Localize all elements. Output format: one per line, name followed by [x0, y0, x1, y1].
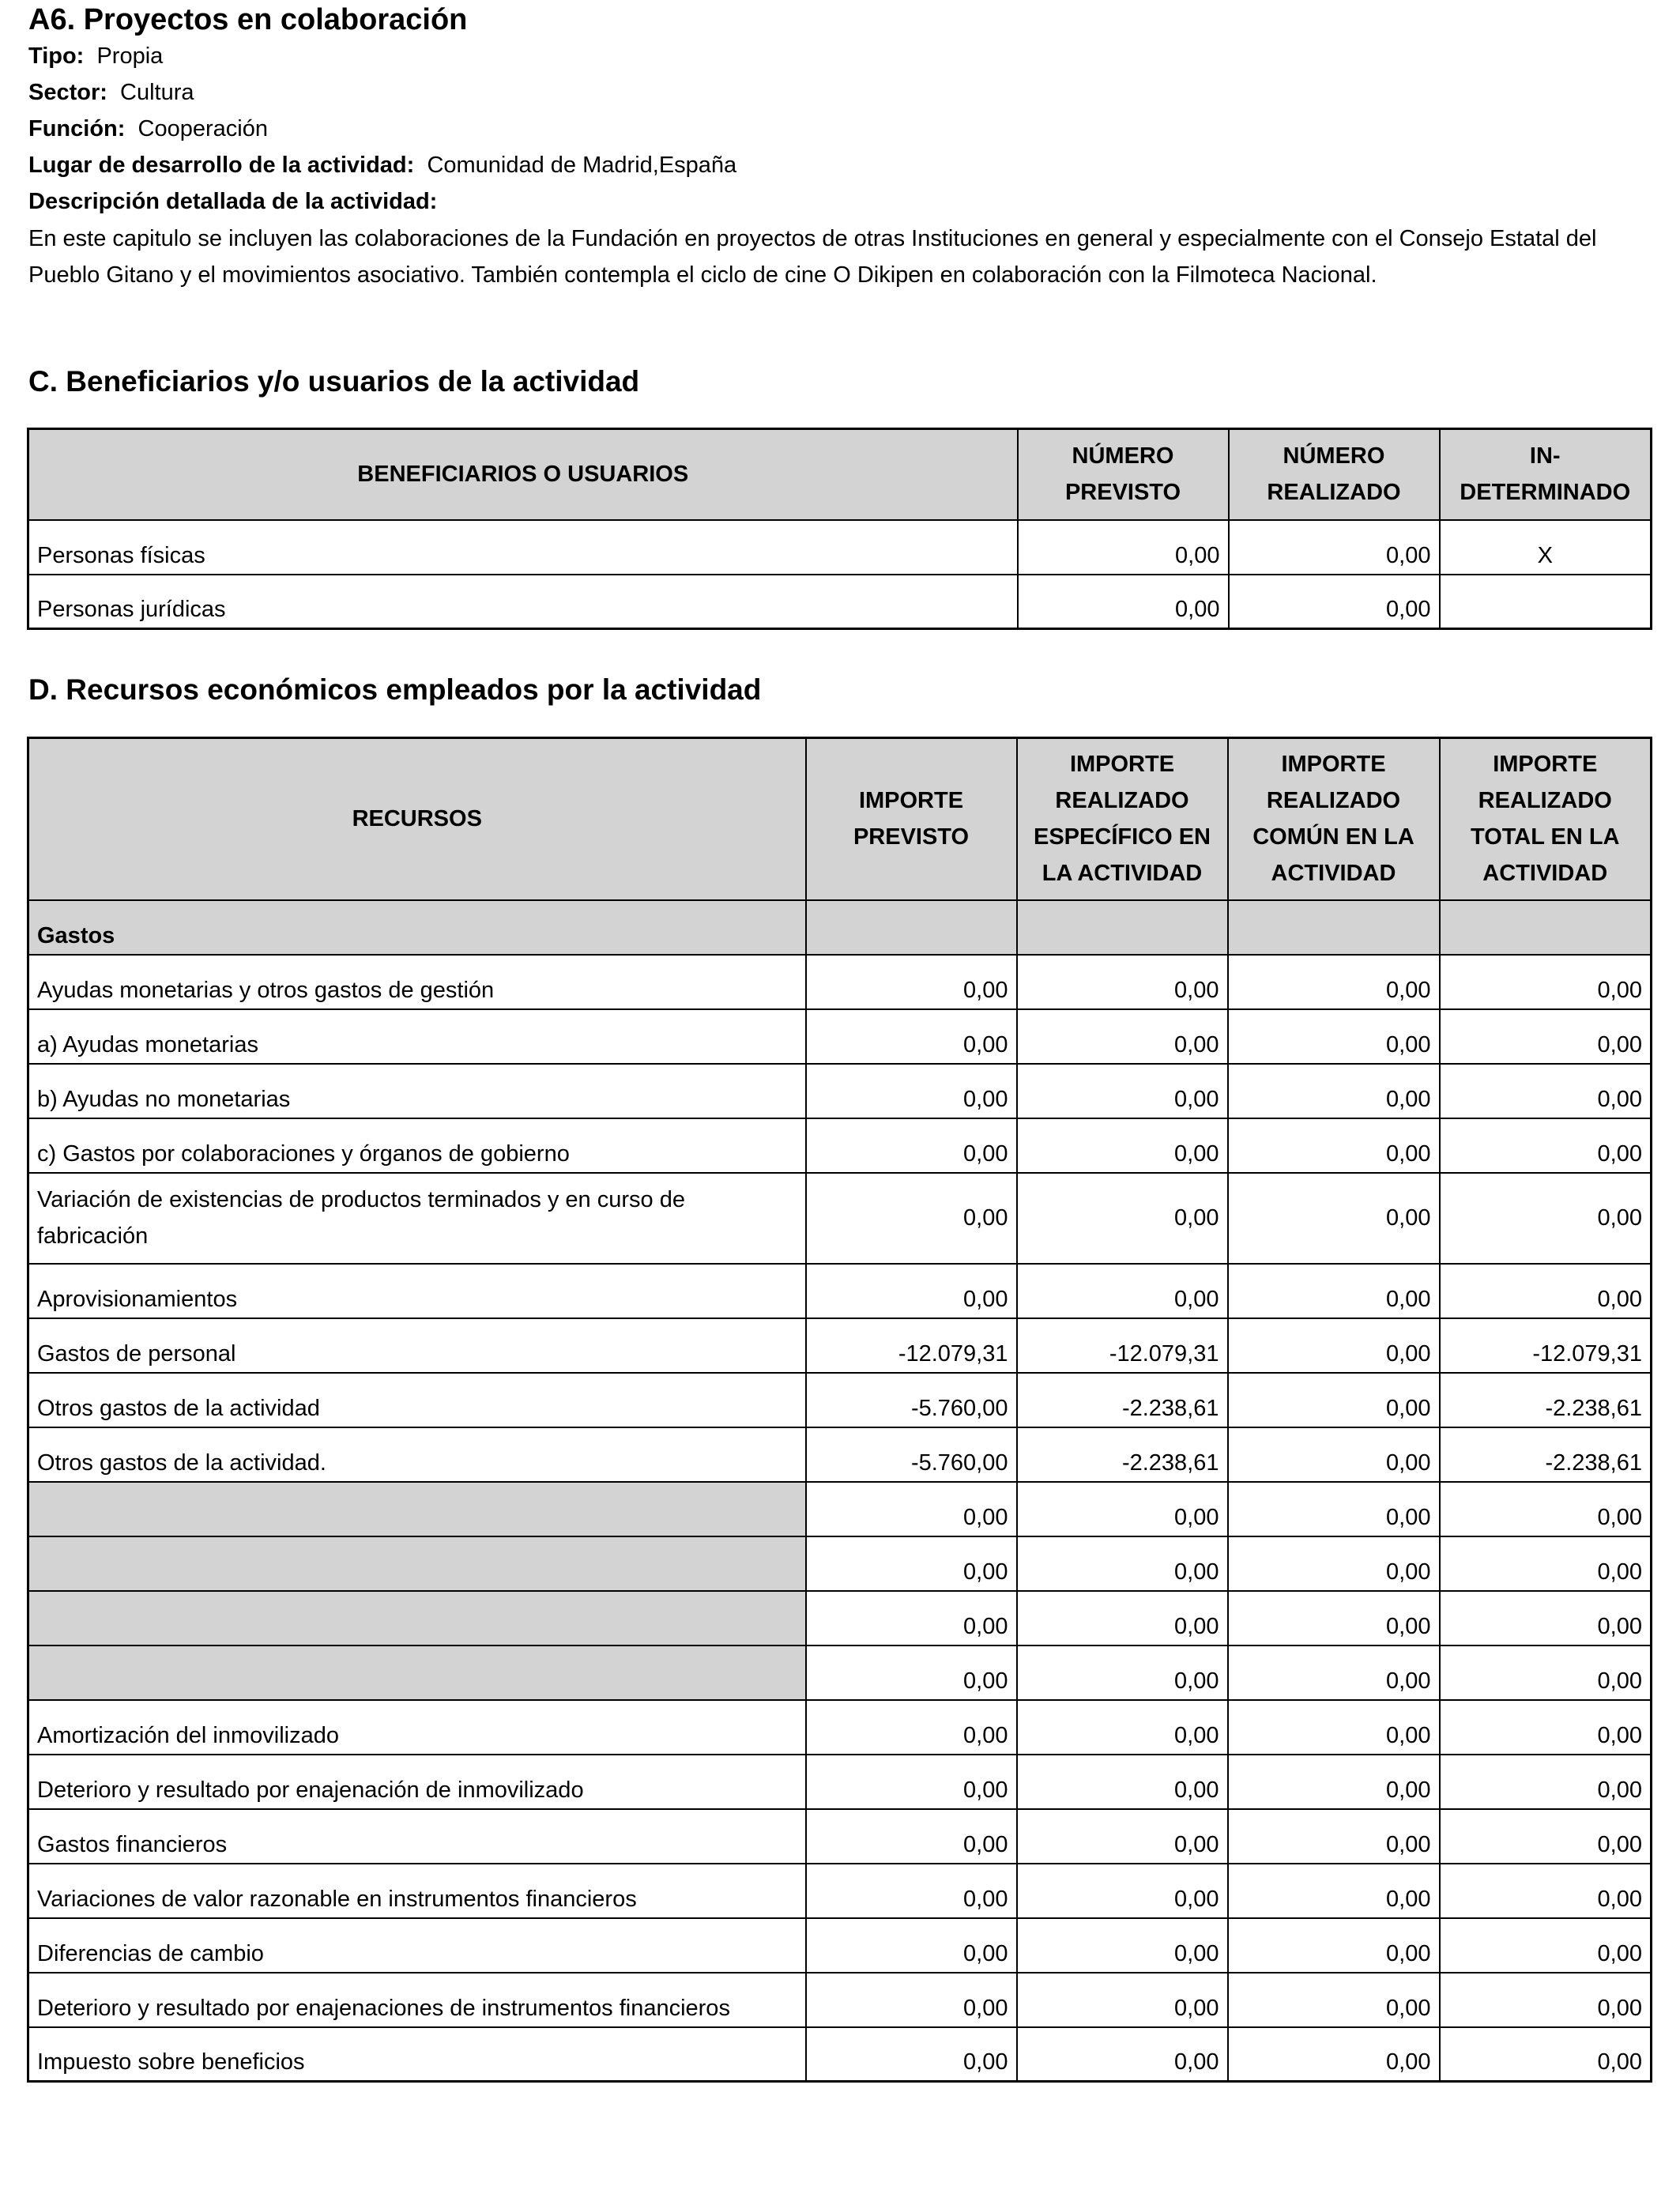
gastos-group-cell	[806, 900, 1017, 955]
header-beneficiarios: BENEFICIARIOS O USUARIOS	[28, 429, 1018, 520]
importe-previsto-cell: 0,00	[806, 1809, 1017, 1864]
importe-previsto-cell: 0,00	[806, 1009, 1017, 1064]
recurso-label	[28, 1482, 806, 1536]
recursos-row	[28, 1809, 1652, 1864]
gastos-group-cell	[1440, 900, 1652, 955]
importe-total-cell: 0,00	[1440, 1973, 1652, 2027]
recursos-row	[28, 1918, 1652, 1973]
recurso-label: a) Ayudas monetarias	[28, 1009, 806, 1064]
importe-especifico-cell: 0,00	[1017, 2027, 1228, 2082]
indeterminado-cell	[1440, 575, 1652, 629]
importe-total-cell: 0,00	[1440, 1173, 1652, 1264]
gastos-group-label: Gastos	[28, 900, 806, 955]
header-importe-total: IMPORTE REALIZADO TOTAL EN LA ACTIVIDAD	[1440, 738, 1652, 900]
importe-previsto-cell: 0,00	[806, 1118, 1017, 1173]
recurso-label: Amortización del inmovilizado	[28, 1700, 806, 1755]
recurso-label: Deterioro y resultado por enajenación de inmovilizado	[28, 1755, 806, 1809]
importe-previsto-cell: -12.079,31	[806, 1318, 1017, 1373]
importe-comun-cell: 0,00	[1228, 1427, 1440, 1482]
recursos-row	[28, 1482, 1652, 1536]
recursos-row	[28, 1427, 1652, 1482]
lugar-value: Comunidad de Madrid,España	[427, 153, 737, 178]
importe-comun-cell: 0,00	[1228, 1591, 1440, 1646]
header-numero-previsto: NÚMERO PREVISTO	[1018, 429, 1229, 520]
beneficiarios-header-row	[28, 429, 1652, 520]
beneficiarios-table	[27, 428, 1652, 630]
importe-previsto-cell: 0,00	[806, 1482, 1017, 1536]
recurso-label: Impuesto sobre beneficios	[28, 2027, 806, 2082]
recursos-row	[28, 1646, 1652, 1700]
importe-previsto-cell: 0,00	[806, 1064, 1017, 1118]
importe-especifico-cell: 0,00	[1017, 1591, 1228, 1646]
recursos-table	[27, 737, 1652, 2083]
recurso-label	[28, 1591, 806, 1646]
funcion-label: Función:	[28, 116, 126, 141]
recursos-row	[28, 1864, 1652, 1918]
importe-especifico-cell: -2.238,61	[1017, 1427, 1228, 1482]
importe-especifico-cell: 0,00	[1017, 1064, 1228, 1118]
importe-especifico-cell: 0,00	[1017, 1173, 1228, 1264]
gastos-group-cell	[1017, 900, 1228, 955]
recursos-row	[28, 955, 1652, 1009]
importe-especifico-cell: 0,00	[1017, 1918, 1228, 1973]
header-indeterminado: IN-DETERMINADO	[1440, 429, 1652, 520]
recurso-label: Ayudas monetarias y otros gastos de gestión	[28, 955, 806, 1009]
importe-comun-cell: 0,00	[1228, 1264, 1440, 1318]
sector-value: Cultura	[120, 80, 194, 105]
recursos-row	[28, 1591, 1652, 1646]
importe-total-cell: 0,00	[1440, 1809, 1652, 1864]
recursos-row	[28, 1755, 1652, 1809]
indeterminado-cell: X	[1440, 520, 1652, 575]
recurso-label: Diferencias de cambio	[28, 1918, 806, 1973]
recurso-label: Aprovisionamientos	[28, 1264, 806, 1318]
importe-especifico-cell: 0,00	[1017, 1482, 1228, 1536]
importe-previsto-cell: 0,00	[806, 1973, 1017, 2027]
importe-total-cell: -2.238,61	[1440, 1427, 1652, 1482]
numero-realizado-cell: 0,00	[1229, 575, 1440, 629]
importe-especifico-cell: 0,00	[1017, 1264, 1228, 1318]
recurso-label: Variación de existencias de productos terminados y en curso de fabricación	[28, 1173, 806, 1264]
recursos-row	[28, 1173, 1652, 1264]
importe-especifico-cell: 0,00	[1017, 1646, 1228, 1700]
recurso-label: b) Ayudas no monetarias	[28, 1064, 806, 1118]
tipo-value: Propia	[96, 43, 164, 69]
header-importe-comun: IMPORTE REALIZADO COMÚN EN LA ACTIVIDAD	[1228, 738, 1440, 900]
importe-especifico-cell: 0,00	[1017, 1009, 1228, 1064]
beneficiarios-row	[28, 575, 1652, 629]
recursos-row	[28, 1973, 1652, 2027]
importe-comun-cell: 0,00	[1228, 1918, 1440, 1973]
importe-comun-cell: 0,00	[1228, 1118, 1440, 1173]
recursos-row	[28, 1536, 1652, 1591]
header-numero-realizado: NÚMERO REALIZADO	[1229, 429, 1440, 520]
importe-comun-cell: 0,00	[1228, 1646, 1440, 1700]
activity-title: A6. Proyectos en colaboración	[28, 3, 468, 36]
importe-previsto-cell: 0,00	[806, 1264, 1017, 1318]
recurso-label: Otros gastos de la actividad.	[28, 1427, 806, 1482]
recurso-label	[28, 1646, 806, 1700]
importe-comun-cell: 0,00	[1228, 1864, 1440, 1918]
recurso-label: Gastos de personal	[28, 1318, 806, 1373]
importe-comun-cell: 0,00	[1228, 1009, 1440, 1064]
recurso-label: Gastos financieros	[28, 1809, 806, 1864]
importe-total-cell: 0,00	[1440, 1591, 1652, 1646]
importe-especifico-cell: 0,00	[1017, 1973, 1228, 2027]
tipo-line	[28, 38, 163, 74]
numero-previsto-cell: 0,00	[1018, 575, 1229, 629]
header-recursos: RECURSOS	[28, 738, 806, 900]
importe-total-cell: 0,00	[1440, 1700, 1652, 1755]
tipo-label: Tipo:	[28, 43, 85, 69]
importe-comun-cell: 0,00	[1228, 1318, 1440, 1373]
importe-total-cell: 0,00	[1440, 1536, 1652, 1591]
recurso-label: Otros gastos de la actividad	[28, 1373, 806, 1427]
importe-previsto-cell: 0,00	[806, 1864, 1017, 1918]
recursos-row	[28, 1318, 1652, 1373]
lugar-label: Lugar de desarrollo de la actividad:	[28, 153, 415, 178]
importe-especifico-cell: 0,00	[1017, 955, 1228, 1009]
importe-total-cell: 0,00	[1440, 1264, 1652, 1318]
importe-especifico-cell: 0,00	[1017, 1809, 1228, 1864]
recursos-row	[28, 2027, 1652, 2082]
beneficiario-label: Personas jurídicas	[28, 575, 1018, 629]
recursos-row	[28, 1373, 1652, 1427]
importe-comun-cell: 0,00	[1228, 1755, 1440, 1809]
numero-realizado-cell: 0,00	[1229, 520, 1440, 575]
importe-total-cell: 0,00	[1440, 1755, 1652, 1809]
importe-comun-cell: 0,00	[1228, 1973, 1440, 2027]
importe-comun-cell: 0,00	[1228, 1373, 1440, 1427]
header-importe-previsto: IMPORTE PREVISTO	[806, 738, 1017, 900]
importe-previsto-cell: 0,00	[806, 1591, 1017, 1646]
descripcion-text: En este capitulo se incluyen las colaboraciones de la Fundación en proyectos de otras Instituciones en general y especialmente con el Consejo Estatal del Pueblo Gitano y el movimientos asociativo. También contempla el ciclo de cine O Dikipen en colaboración con la Filmoteca Nacional.	[28, 226, 1597, 288]
importe-comun-cell: 0,00	[1228, 1700, 1440, 1755]
importe-previsto-cell: 0,00	[806, 1918, 1017, 1973]
importe-previsto-cell: -5.760,00	[806, 1373, 1017, 1427]
gastos-group-row	[28, 900, 1652, 955]
recursos-header-row	[28, 738, 1652, 900]
gastos-group-cell	[1228, 900, 1440, 955]
descripcion-label: Descripción detallada de la actividad:	[28, 189, 438, 214]
beneficiario-label: Personas físicas	[28, 520, 1018, 575]
importe-previsto-cell: 0,00	[806, 2027, 1017, 2082]
importe-total-cell: -2.238,61	[1440, 1373, 1652, 1427]
recursos-row	[28, 1064, 1652, 1118]
importe-previsto-cell: 0,00	[806, 955, 1017, 1009]
sector-label: Sector:	[28, 80, 107, 105]
importe-comun-cell: 0,00	[1228, 2027, 1440, 2082]
importe-comun-cell: 0,00	[1228, 1064, 1440, 1118]
section-d-title: D. Recursos económicos empleados por la actividad	[28, 673, 762, 706]
importe-previsto-cell: 0,00	[806, 1755, 1017, 1809]
importe-previsto-cell: 0,00	[806, 1646, 1017, 1700]
lugar-line	[28, 147, 736, 183]
funcion-value: Cooperación	[137, 116, 268, 141]
importe-total-cell: 0,00	[1440, 1864, 1652, 1918]
importe-total-cell: 0,00	[1440, 1064, 1652, 1118]
numero-previsto-cell: 0,00	[1018, 520, 1229, 575]
importe-previsto-cell: 0,00	[806, 1700, 1017, 1755]
funcion-line	[28, 111, 268, 147]
recurso-label: Deterioro y resultado por enajenaciones de instrumentos financieros	[28, 1973, 806, 2027]
recursos-row	[28, 1009, 1652, 1064]
importe-comun-cell: 0,00	[1228, 1173, 1440, 1264]
importe-comun-cell: 0,00	[1228, 1482, 1440, 1536]
importe-comun-cell: 0,00	[1228, 955, 1440, 1009]
importe-total-cell: 0,00	[1440, 1646, 1652, 1700]
importe-comun-cell: 0,00	[1228, 1809, 1440, 1864]
recurso-label	[28, 1536, 806, 1591]
section-c-title: C. Beneficiarios y/o usuarios de la actividad	[28, 365, 640, 398]
importe-total-cell: 0,00	[1440, 955, 1652, 1009]
importe-especifico-cell: -2.238,61	[1017, 1373, 1228, 1427]
importe-especifico-cell: 0,00	[1017, 1864, 1228, 1918]
importe-total-cell: 0,00	[1440, 1118, 1652, 1173]
recursos-row	[28, 1700, 1652, 1755]
importe-previsto-cell: 0,00	[806, 1536, 1017, 1591]
recursos-row	[28, 1264, 1652, 1318]
importe-previsto-cell: 0,00	[806, 1173, 1017, 1264]
importe-total-cell: -12.079,31	[1440, 1318, 1652, 1373]
importe-especifico-cell: 0,00	[1017, 1755, 1228, 1809]
importe-previsto-cell: -5.760,00	[806, 1427, 1017, 1482]
importe-total-cell: 0,00	[1440, 1482, 1652, 1536]
importe-especifico-cell: 0,00	[1017, 1700, 1228, 1755]
importe-comun-cell: 0,00	[1228, 1536, 1440, 1591]
importe-total-cell: 0,00	[1440, 1009, 1652, 1064]
importe-especifico-cell: 0,00	[1017, 1118, 1228, 1173]
recurso-label: c) Gastos por colaboraciones y órganos de gobierno	[28, 1118, 806, 1173]
beneficiarios-row	[28, 520, 1652, 575]
recurso-label: Variaciones de valor razonable en instrumentos financieros	[28, 1864, 806, 1918]
importe-especifico-cell: 0,00	[1017, 1536, 1228, 1591]
header-importe-especifico: IMPORTE REALIZADO ESPECÍFICO EN LA ACTIVIDAD	[1017, 738, 1228, 900]
importe-especifico-cell: -12.079,31	[1017, 1318, 1228, 1373]
sector-line	[28, 74, 194, 111]
recursos-row	[28, 1118, 1652, 1173]
importe-total-cell: 0,00	[1440, 2027, 1652, 2082]
importe-total-cell: 0,00	[1440, 1918, 1652, 1973]
